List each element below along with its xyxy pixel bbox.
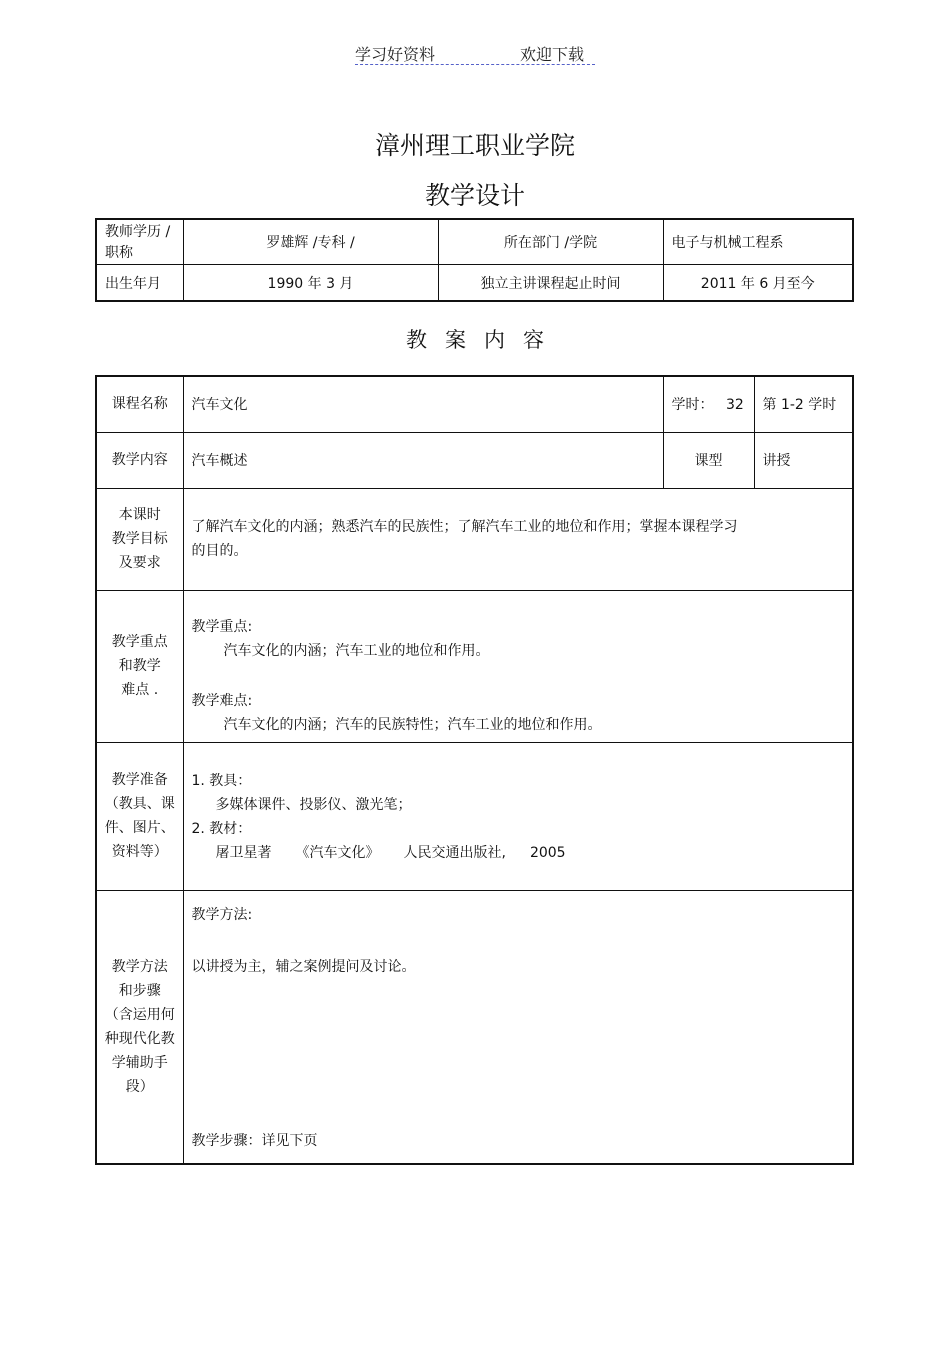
goal-text-line: 了解汽车文化的内涵；熟悉汽车的民族性；了解汽车工业的地位和作用；掌握本课程学习 bbox=[191, 519, 738, 535]
goal-label bbox=[96, 488, 183, 590]
goal-label-line: 本课时 bbox=[118, 507, 161, 523]
document-title: 教学设计 bbox=[424, 181, 525, 210]
goal-label-line: 及要求 bbox=[118, 555, 161, 571]
method-title: 教学方法: bbox=[191, 906, 253, 923]
hours-value: 32 bbox=[725, 397, 744, 414]
page-header bbox=[355, 40, 595, 65]
birth-value: 1990 年 3 月 bbox=[183, 265, 438, 302]
method-text: 以讲授为主，辅之案例提问及讨论。 bbox=[191, 958, 416, 975]
goal-text-line: 的目的。 bbox=[191, 543, 248, 559]
type-label: 课型 bbox=[663, 432, 754, 488]
prep-tools: 多媒体课件、投影仪、激光笔； bbox=[215, 796, 412, 813]
method-label-line: 学辅助手 bbox=[111, 1054, 168, 1071]
key-label bbox=[96, 590, 183, 742]
edu-value: 罗雄辉 /专科 / bbox=[183, 219, 438, 265]
key-text: 汽车文化的内涵；汽车工业的地位和作用。 bbox=[223, 642, 490, 659]
section-title: 教案内容 bbox=[406, 328, 562, 352]
prep-content bbox=[183, 742, 853, 890]
dept-label: 所在部门 /学院 bbox=[438, 219, 663, 265]
header-right-text: 欢迎下载 bbox=[520, 45, 585, 64]
header-left-text: 学习好资料 bbox=[355, 45, 436, 64]
prep-book bbox=[192, 841, 853, 865]
prep-label-line: 件、图片、 bbox=[104, 820, 175, 836]
method-content bbox=[183, 890, 853, 1164]
book-year: 2005 bbox=[529, 844, 566, 861]
prep-book-title: 2. 教材： bbox=[191, 820, 252, 837]
goal-label-line: 教学目标 bbox=[111, 531, 168, 547]
book-title: 《汽车文化》 bbox=[295, 844, 380, 861]
lecture-label: 独立主讲课程起止时间 bbox=[438, 265, 663, 302]
prep-label-line: 资料等） bbox=[111, 844, 168, 860]
method-label-line: 教学方法 bbox=[111, 958, 168, 975]
hours-label: 学时： bbox=[671, 397, 714, 414]
method-label-line: 和步骤 bbox=[118, 982, 161, 999]
book-author: 屠卫星著 bbox=[215, 844, 272, 861]
method-label-line: 段） bbox=[125, 1078, 154, 1095]
session-value: 第 1-2 学时 bbox=[754, 376, 853, 432]
lesson-plan-table bbox=[95, 375, 854, 1165]
prep-label-line: 教学准备 bbox=[111, 772, 168, 788]
content-label: 教学内容 bbox=[96, 432, 183, 488]
dept-value: 电子与机械工程系 bbox=[663, 219, 853, 265]
type-value: 讲授 bbox=[754, 432, 853, 488]
key-label-line: 和教学 bbox=[118, 658, 161, 674]
diff-title: 教学难点: bbox=[191, 692, 253, 709]
lecture-value: 2011 年 6 月至今 bbox=[663, 265, 853, 302]
method-label bbox=[96, 890, 183, 1164]
school-title: 漳州理工职业学院 bbox=[374, 131, 575, 160]
edu-label-2: 职称 bbox=[105, 245, 133, 261]
edu-label: 教师学历 / bbox=[105, 224, 171, 240]
steps-text: 教学步骤：详见下页 bbox=[191, 1133, 318, 1149]
book-publisher: 人民交通出版社, bbox=[403, 844, 506, 861]
teacher-info-table bbox=[95, 218, 854, 302]
key-label-line: 教学重点 bbox=[111, 634, 168, 650]
key-title: 教学重点: bbox=[191, 618, 253, 635]
birth-label: 出生年月 bbox=[96, 265, 183, 302]
method-label-line: （含运用何 bbox=[104, 1006, 175, 1023]
key-label-line: 难点 . bbox=[121, 682, 159, 698]
prep-label-line: （教具、课 bbox=[104, 796, 175, 812]
edu-label-cell bbox=[96, 219, 183, 265]
prep-label bbox=[96, 742, 183, 890]
course-value: 汽车文化 bbox=[183, 376, 663, 432]
goal-text bbox=[183, 488, 853, 590]
method-label-line: 种现代化教 bbox=[104, 1030, 175, 1047]
prep-tools-title: 1. 教具： bbox=[191, 772, 252, 789]
content-value: 汽车概述 bbox=[183, 432, 663, 488]
diff-text: 汽车文化的内涵；汽车的民族特性；汽车工业的地位和作用。 bbox=[223, 716, 602, 733]
course-label: 课程名称 bbox=[96, 376, 183, 432]
hours-cell bbox=[663, 376, 754, 432]
key-content bbox=[183, 590, 853, 742]
